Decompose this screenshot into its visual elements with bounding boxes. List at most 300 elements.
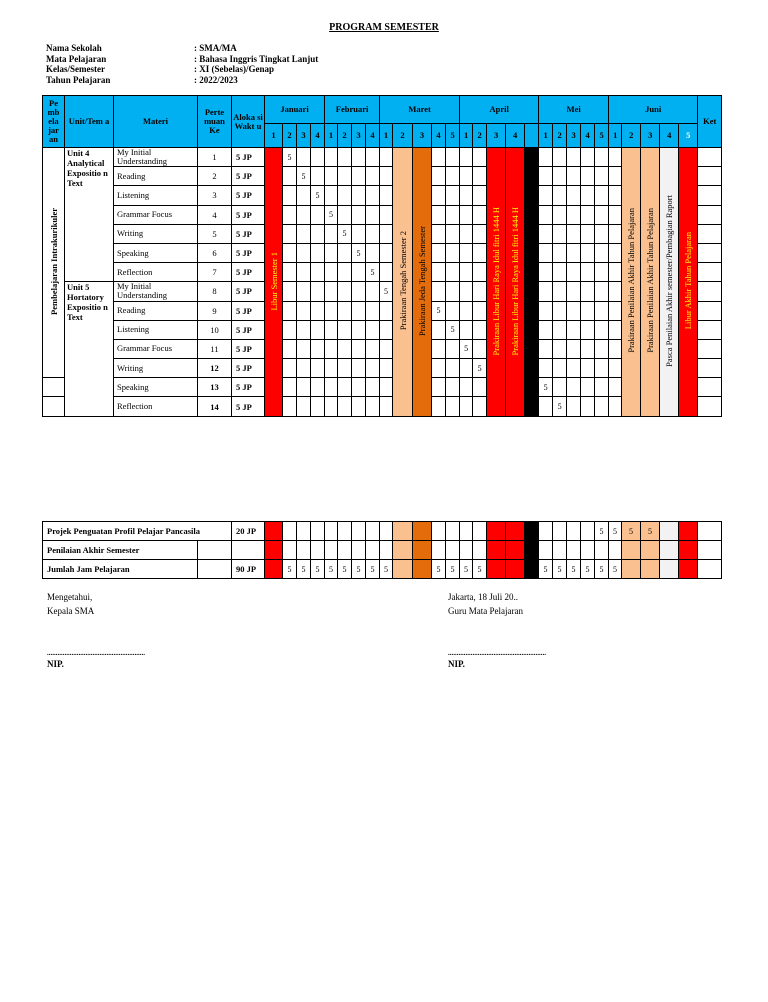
week-cell — [338, 378, 352, 397]
week-cell — [567, 148, 581, 167]
week-cell — [539, 397, 553, 416]
week-cell — [446, 359, 460, 378]
week-cell: 5 — [460, 339, 473, 358]
summary-ket — [698, 541, 722, 560]
week-cell — [460, 397, 473, 416]
materi-cell: Speaking — [114, 378, 198, 397]
signature-right — [448, 590, 546, 671]
week-cell — [595, 397, 609, 416]
pertemuan-cell: 12 — [198, 359, 232, 378]
month-januari: Januari — [265, 96, 325, 124]
table-row — [43, 243, 722, 262]
week-cell — [432, 263, 446, 282]
week-cell — [609, 167, 622, 186]
summary-week-cell — [660, 522, 679, 541]
table-row — [43, 224, 722, 243]
signature-right-nip: NIP. — [448, 659, 465, 669]
week-cell — [325, 282, 338, 301]
week-cell: 5 — [432, 301, 446, 320]
table-row — [43, 186, 722, 205]
month-april: April — [460, 96, 539, 124]
week-cell — [380, 224, 393, 243]
week-cell — [380, 243, 393, 262]
week-cell — [338, 339, 352, 358]
week-cell — [380, 167, 393, 186]
week-cell — [380, 186, 393, 205]
summary-week-cell — [460, 541, 473, 560]
summary-week-cell — [325, 522, 338, 541]
week-cell — [539, 282, 553, 301]
summary-week-cell: 5 — [581, 560, 595, 579]
week-header: 2 — [283, 124, 297, 148]
vertical-label-text: Prakiraan Libur Hari Raya Idul fitri 1444 H — [491, 206, 502, 356]
summary-week-cell: 5 — [609, 522, 622, 541]
ket-cell — [698, 224, 722, 243]
summary-week-cell — [679, 541, 698, 560]
week-cell — [553, 186, 567, 205]
vertical-label-text: Prakiraan Jeda Tengah Semester — [417, 225, 428, 336]
page-title: PROGRAM SEMESTER — [329, 22, 439, 33]
col-header-alokasi: Aloka si Wakt u — [232, 96, 265, 148]
week-cell — [338, 397, 352, 416]
vertical-label-cell — [525, 148, 539, 417]
week-cell — [338, 148, 352, 167]
ket-cell — [698, 186, 722, 205]
alokasi-cell: 5 JP — [232, 148, 265, 167]
summary-week-cell — [413, 560, 432, 579]
alokasi-cell: 5 JP — [232, 339, 265, 358]
summary-week-cell — [432, 541, 446, 560]
week-cell — [460, 282, 473, 301]
table-row — [43, 167, 722, 186]
week-cell — [432, 243, 446, 262]
summary-table — [42, 521, 722, 579]
week-cell — [366, 397, 380, 416]
pertemuan-cell: 1 — [198, 148, 232, 167]
col-header-pembelajaran: Pe mb ela jar an — [43, 96, 65, 148]
week-cell: 5 — [283, 148, 297, 167]
alokasi-cell: 5 JP — [232, 378, 265, 397]
summary-week-cell — [366, 522, 380, 541]
week-cell — [283, 282, 297, 301]
week-cell — [297, 263, 311, 282]
week-header: 4 — [366, 124, 380, 148]
summary-week-cell: 5 — [553, 560, 567, 579]
vertical-label-cell — [622, 148, 641, 417]
summary-empty — [198, 541, 232, 560]
week-cell — [581, 301, 595, 320]
summary-jp: 90 JP — [232, 560, 265, 579]
alokasi-cell: 5 JP — [232, 397, 265, 416]
summary-week-cell — [413, 522, 432, 541]
summary-week-cell — [641, 541, 660, 560]
pertemuan-cell: 7 — [198, 263, 232, 282]
week-cell — [609, 243, 622, 262]
week-cell — [553, 243, 567, 262]
col-header-ket: Ket — [698, 96, 722, 148]
week-header: 1 — [539, 124, 553, 148]
week-cell — [609, 224, 622, 243]
week-cell — [380, 263, 393, 282]
week-cell — [446, 282, 460, 301]
week-cell — [432, 320, 446, 339]
week-cell — [352, 301, 366, 320]
vertical-label-cell — [487, 148, 506, 417]
summary-week-cell: 5 — [352, 560, 366, 579]
summary-week-cell: 5 — [460, 560, 473, 579]
info-label: Kelas/Semester — [46, 64, 105, 74]
week-cell — [609, 263, 622, 282]
week-cell — [595, 186, 609, 205]
summary-week-cell: 5 — [446, 560, 460, 579]
summary-jp: 20 JP — [232, 522, 265, 541]
vertical-label-cell — [413, 148, 432, 417]
summary-week-cell — [393, 560, 413, 579]
week-cell — [352, 186, 366, 205]
week-cell — [567, 205, 581, 224]
week-cell — [283, 339, 297, 358]
vertical-label-text: Prakiraan Penilaian Akhir Tahun Pelajaran — [645, 208, 656, 354]
week-cell — [567, 243, 581, 262]
week-cell — [283, 320, 297, 339]
vertical-label-cell — [679, 148, 698, 417]
week-cell — [380, 205, 393, 224]
week-cell — [283, 263, 297, 282]
week-cell — [567, 186, 581, 205]
week-cell — [352, 148, 366, 167]
summary-week-cell — [380, 522, 393, 541]
week-cell — [432, 205, 446, 224]
week-cell — [311, 301, 325, 320]
summary-week-cell — [525, 541, 539, 560]
week-cell — [283, 359, 297, 378]
summary-week-cell — [622, 541, 641, 560]
week-cell — [325, 397, 338, 416]
ket-cell — [698, 263, 722, 282]
summary-ket — [698, 522, 722, 541]
week-cell — [297, 378, 311, 397]
week-cell — [432, 397, 446, 416]
summary-week-cell: 5 — [595, 560, 609, 579]
week-cell — [567, 320, 581, 339]
signature-left — [47, 590, 145, 671]
table-row — [43, 339, 722, 358]
week-cell: 5 — [352, 243, 366, 262]
summary-week-cell — [380, 541, 393, 560]
week-cell — [553, 167, 567, 186]
pertemuan-cell: 4 — [198, 205, 232, 224]
week-cell — [553, 320, 567, 339]
week-cell — [366, 243, 380, 262]
alokasi-cell: 5 JP — [232, 282, 265, 301]
week-cell — [595, 148, 609, 167]
summary-week-cell — [525, 560, 539, 579]
week-cell — [325, 320, 338, 339]
week-cell — [609, 397, 622, 416]
week-cell — [567, 378, 581, 397]
week-cell — [595, 224, 609, 243]
week-cell — [581, 167, 595, 186]
summary-week-cell — [539, 522, 553, 541]
alokasi-cell: 5 JP — [232, 186, 265, 205]
week-cell — [297, 397, 311, 416]
summary-week-cell: 5 — [609, 560, 622, 579]
pertemuan-cell: 2 — [198, 167, 232, 186]
ket-cell — [698, 282, 722, 301]
week-cell — [446, 397, 460, 416]
unit-title: Unit 4 Analytical Expositio n Text — [65, 148, 114, 282]
week-cell — [567, 359, 581, 378]
table-row — [43, 263, 722, 282]
week-cell — [311, 205, 325, 224]
week-header: 2 — [393, 124, 413, 148]
materi-cell: Writing — [114, 224, 198, 243]
week-cell — [366, 359, 380, 378]
week-cell — [553, 205, 567, 224]
week-header: 4 — [432, 124, 446, 148]
summary-ket — [698, 560, 722, 579]
table-row — [43, 205, 722, 224]
ket-cell — [698, 148, 722, 167]
week-cell — [581, 224, 595, 243]
week-cell — [380, 397, 393, 416]
week-cell — [567, 397, 581, 416]
week-cell — [366, 224, 380, 243]
week-cell — [311, 378, 325, 397]
summary-week-cell — [311, 541, 325, 560]
week-cell — [446, 186, 460, 205]
week-cell — [352, 224, 366, 243]
week-header: 3 — [413, 124, 432, 148]
week-cell: 5 — [297, 167, 311, 186]
week-cell — [581, 397, 595, 416]
signature-left-line1: Mengetahui, — [47, 592, 93, 602]
week-cell — [338, 301, 352, 320]
week-cell — [460, 301, 473, 320]
week-cell — [283, 397, 297, 416]
week-cell — [581, 263, 595, 282]
week-cell — [366, 378, 380, 397]
week-cell — [581, 359, 595, 378]
summary-week-cell — [283, 522, 297, 541]
pertemuan-cell: 6 — [198, 243, 232, 262]
week-cell — [567, 167, 581, 186]
week-cell — [311, 282, 325, 301]
alokasi-cell: 5 JP — [232, 224, 265, 243]
week-cell — [595, 378, 609, 397]
summary-week-cell — [338, 541, 352, 560]
week-cell — [432, 339, 446, 358]
week-cell — [366, 186, 380, 205]
materi-cell: My Initial Understanding — [114, 282, 198, 301]
signature-right-line1: Jakarta, 18 Juli 20.. — [448, 592, 518, 602]
week-cell — [473, 205, 487, 224]
week-cell — [446, 224, 460, 243]
week-cell: 5 — [446, 320, 460, 339]
week-cell: 5 — [338, 224, 352, 243]
week-header: 3 — [567, 124, 581, 148]
pertemuan-cell: 10 — [198, 320, 232, 339]
week-header: 4 — [660, 124, 679, 148]
summary-week-cell — [525, 522, 539, 541]
week-cell — [297, 148, 311, 167]
summary-week-cell — [446, 541, 460, 560]
week-cell — [325, 148, 338, 167]
vertical-label-text: Libur Semester 1 — [268, 251, 279, 311]
week-header: 5 — [595, 124, 609, 148]
week-cell — [338, 243, 352, 262]
summary-week-cell — [487, 522, 506, 541]
pertemuan-cell: 13 — [198, 378, 232, 397]
week-cell — [567, 301, 581, 320]
summary-week-cell: 5 — [325, 560, 338, 579]
week-cell — [460, 263, 473, 282]
week-cell — [553, 263, 567, 282]
week-cell — [297, 320, 311, 339]
week-header: 5 — [679, 124, 698, 148]
week-cell — [460, 186, 473, 205]
week-cell — [595, 359, 609, 378]
side-label-text: Pembelajaran Intrakurikuler — [48, 208, 59, 316]
week-cell — [325, 301, 338, 320]
vertical-label-cell — [660, 148, 679, 417]
summary-week-cell — [352, 541, 366, 560]
week-cell — [380, 320, 393, 339]
week-cell — [581, 186, 595, 205]
materi-cell: Speaking — [114, 243, 198, 262]
alokasi-cell: 5 JP — [232, 205, 265, 224]
week-cell — [297, 282, 311, 301]
week-cell — [446, 301, 460, 320]
summary-row — [43, 541, 722, 560]
vertical-label-text: Prakiraan Tengah Semester 2 — [397, 231, 408, 331]
week-cell — [595, 301, 609, 320]
week-cell — [352, 359, 366, 378]
summary-week-cell — [460, 522, 473, 541]
info-value: : Bahasa Inggris Tingkat Lanjut — [194, 53, 319, 64]
side-empty-cell — [43, 397, 65, 416]
week-header: 2 — [553, 124, 567, 148]
summary-week-cell — [325, 541, 338, 560]
week-header: 4 — [506, 124, 525, 148]
week-header: 3 — [641, 124, 660, 148]
week-cell — [380, 301, 393, 320]
alokasi-cell: 5 JP — [232, 301, 265, 320]
vertical-label-cell — [641, 148, 660, 417]
week-cell — [609, 205, 622, 224]
summary-row — [43, 560, 722, 579]
summary-week-cell — [393, 522, 413, 541]
ket-cell — [698, 397, 722, 416]
week-cell — [338, 359, 352, 378]
week-cell — [609, 320, 622, 339]
table-row — [43, 148, 722, 167]
week-cell — [539, 263, 553, 282]
week-header: 1 — [380, 124, 393, 148]
week-cell — [352, 397, 366, 416]
week-cell — [283, 205, 297, 224]
week-cell — [283, 167, 297, 186]
week-cell — [380, 339, 393, 358]
summary-week-cell — [473, 522, 487, 541]
week-cell — [338, 205, 352, 224]
month-maret: Maret — [380, 96, 460, 124]
month-mei: Mei — [539, 96, 609, 124]
month-februari: Februari — [325, 96, 380, 124]
week-cell — [460, 359, 473, 378]
school-info — [46, 43, 318, 85]
week-cell — [473, 186, 487, 205]
week-cell — [352, 339, 366, 358]
week-cell — [366, 282, 380, 301]
summary-label: Projek Penguatan Profil Pelajar Pancasila — [43, 522, 232, 541]
week-cell — [432, 359, 446, 378]
week-cell — [352, 167, 366, 186]
summary-week-cell — [553, 541, 567, 560]
week-cell — [581, 205, 595, 224]
vertical-label-text: Libur Akhir Tahun Pelajaran — [683, 232, 694, 330]
week-header: 4 — [311, 124, 325, 148]
summary-week-cell — [539, 541, 553, 560]
week-cell — [446, 148, 460, 167]
week-cell — [539, 243, 553, 262]
ket-cell — [698, 339, 722, 358]
month-juni: Juni — [609, 96, 698, 124]
alokasi-cell: 5 JP — [232, 167, 265, 186]
week-cell — [539, 148, 553, 167]
week-cell — [553, 359, 567, 378]
week-cell — [553, 224, 567, 243]
week-cell — [366, 301, 380, 320]
week-cell — [473, 282, 487, 301]
vertical-label-text: Prakiraan Libur Hari Raya Idul fitri 1444 H — [510, 206, 521, 356]
table-row — [43, 378, 722, 397]
week-cell — [553, 282, 567, 301]
summary-week-cell — [567, 522, 581, 541]
col-header-unit: Unit/Tem a — [65, 96, 114, 148]
week-header: 1 — [460, 124, 473, 148]
week-cell — [366, 205, 380, 224]
signature-right-dots: ........................................................ — [448, 649, 546, 657]
week-cell — [595, 263, 609, 282]
week-cell — [567, 282, 581, 301]
week-cell — [460, 167, 473, 186]
summary-week-cell — [506, 522, 525, 541]
table-row — [43, 301, 722, 320]
week-cell — [609, 148, 622, 167]
materi-cell: Writing — [114, 359, 198, 378]
unit-title: Unit 5 Hortatory Expositio n Text — [65, 282, 114, 416]
week-header: 5 — [446, 124, 460, 148]
summary-week-cell: 5 — [297, 560, 311, 579]
week-cell — [473, 301, 487, 320]
week-cell — [473, 167, 487, 186]
summary-week-cell — [393, 541, 413, 560]
week-cell — [297, 205, 311, 224]
summary-jp — [232, 541, 265, 560]
summary-week-cell — [567, 541, 581, 560]
week-cell — [581, 378, 595, 397]
table-row — [43, 320, 722, 339]
summary-week-cell — [487, 560, 506, 579]
week-cell — [473, 397, 487, 416]
week-cell — [567, 224, 581, 243]
week-cell — [325, 243, 338, 262]
week-cell — [609, 186, 622, 205]
summary-week-cell — [473, 541, 487, 560]
week-cell — [311, 243, 325, 262]
week-header: 1 — [325, 124, 338, 148]
